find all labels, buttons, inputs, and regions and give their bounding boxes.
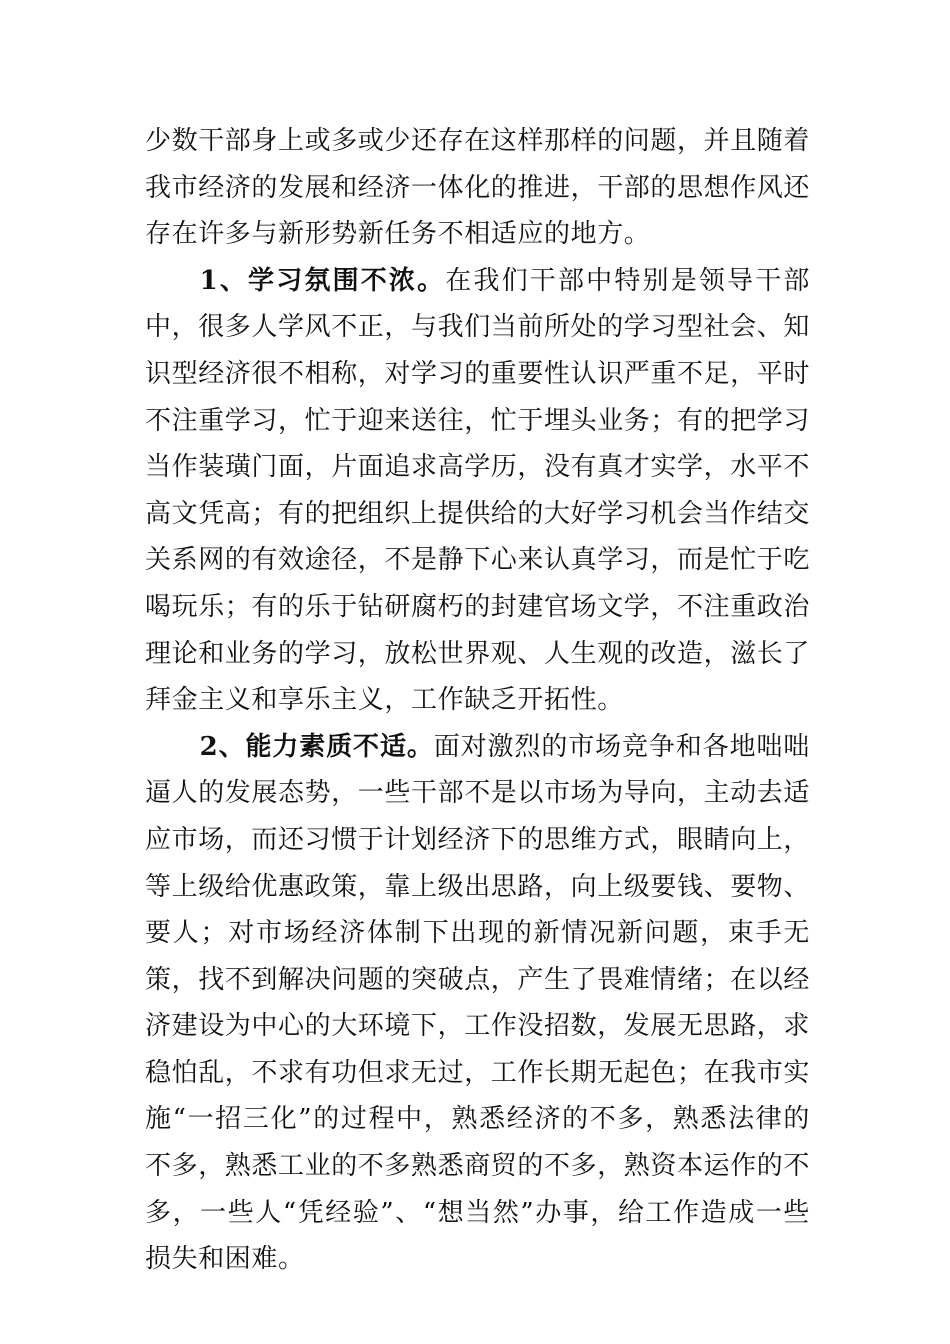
paragraph-study-atmosphere: [145, 258, 810, 724]
section-heading-study-atmosphere: 1、学习氛围不浓。: [199, 265, 446, 296]
document-body: [145, 118, 810, 1283]
paragraph-ability-quality: [145, 724, 810, 1283]
section-heading-ability-quality: 2、能力素质不适。: [199, 731, 434, 762]
paragraph-ability-quality-text: 面对激烈的市场竞争和各地咄咄逼人的发展态势，一些干部不是以市场为导向，主动去适应市场，而还习惯于计划经济下的思维方式，眼睛向上，等上级给优惠政策，靠上级出思路，向上级要钱、要物、要人；对市场经济体制下出现的新情况新问题，束手无策，找不到解决问题的突破点，产生了畏难情绪；在以经济建设为中心的大环境下，工作没招数，发展无思路，求稳怕乱，不求有功但求无过，工作长期无起色；在我市实施“一招三化”的过程中，熟悉经济的不多，熟悉法律的不多，熟悉工业的不多熟悉商贸的不多，熟资本运作的不多，一些人“凭经验”、“想当然”办事，给工作造成一些损失和困难。: [145, 731, 811, 1275]
paragraph-intro: [145, 118, 810, 258]
paragraph-study-atmosphere-text: 在我们干部中特别是领导干部中，很多人学风不正，与我们当前所处的学习型社会、知识型经济很不相称，对学习的重要性认识严重不足，平时不注重学习，忙于迎来送往，忙于埋头业务；有的把学习当作装璜门面，片面追求高学历，没有真才实学，水平不高文凭高；有的把组织上提供给的大好学习机会当作结交关系网的有效途径，不是静下心来认真学习，而是忙于吃喝玩乐；有的乐于钻研腐朽的封建官场文学，不注重政治理论和业务的学习，放松世界观、人生观的改造，滋长了拜金主义和享乐主义，工作缺乏开拓性。: [145, 265, 811, 716]
paragraph-intro-text: 少数干部身上或多或少还存在这样那样的问题，并且随着我市经济的发展和经济一体化的推进，干部的思想作风还存在许多与新形势新任务不相适应的地方。: [145, 126, 811, 250]
